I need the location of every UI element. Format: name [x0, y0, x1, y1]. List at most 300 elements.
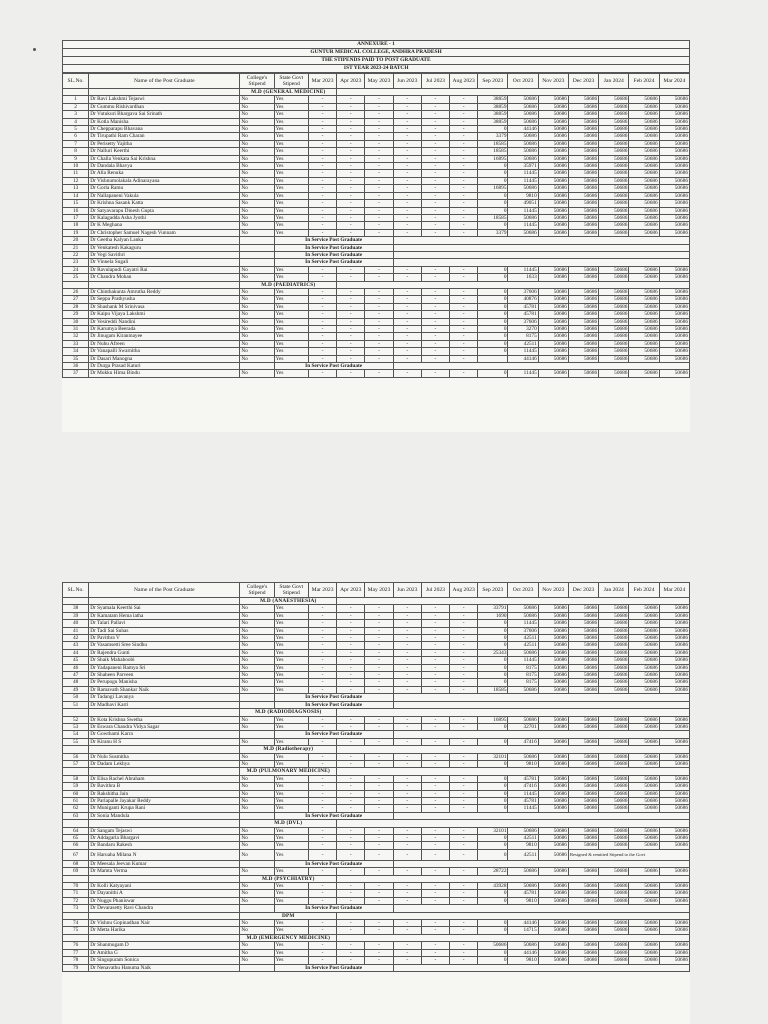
month-value-dash: -: [365, 723, 393, 730]
table-row: [63, 627, 690, 634]
column-header: May 2023: [365, 74, 393, 89]
pg-name: Dr Vutukuri Bhargava Sai Srinath: [89, 111, 240, 118]
college-stipend: No: [240, 612, 274, 619]
sep-2023-value: 0: [478, 890, 508, 897]
month-value-dash: -: [365, 185, 393, 192]
month-value-dash: -: [450, 790, 478, 797]
nov-2023-value: 50686: [538, 827, 568, 834]
dec-2023-value: 50686: [568, 868, 598, 875]
column-header: Feb 2024: [629, 74, 659, 89]
blank-cell: [393, 731, 689, 738]
serial-number: 12: [63, 177, 89, 184]
table-row: [63, 229, 690, 236]
month-value-dash: -: [308, 200, 336, 207]
college-stipend: No: [240, 949, 274, 956]
sep-2023-value: 0: [478, 326, 508, 333]
month-value-dash: -: [308, 827, 336, 834]
month-value-dash: -: [337, 155, 365, 162]
blank-cell: [337, 746, 690, 753]
sep-2023-value: 1690: [478, 612, 508, 619]
month-value-dash: -: [393, 649, 421, 656]
state-govt-stipend: Yes: [274, 148, 308, 155]
blank-cell: [240, 860, 274, 867]
mar-2024-value: 50686: [659, 760, 689, 767]
month-value-dash: -: [308, 207, 336, 214]
dec-2023-value: 50686: [568, 890, 598, 897]
sep-2023-value: 0: [478, 897, 508, 904]
serial-number: 72: [63, 897, 89, 904]
table-row: [63, 288, 690, 295]
table-row: [63, 805, 690, 812]
state-govt-stipend: Yes: [274, 103, 308, 110]
mar-2024-value: 50686: [659, 163, 689, 170]
serial-number: 61: [63, 797, 89, 804]
feb-2024-value: 50686: [629, 627, 659, 634]
mar-2024-value: 50686: [659, 897, 689, 904]
mar-2024-value: 50686: [659, 890, 689, 897]
serial-number: 26: [63, 288, 89, 295]
college-stipend: No: [240, 185, 274, 192]
month-value-dash: -: [421, 738, 449, 745]
jan-2024-value: 50686: [599, 897, 629, 904]
month-value-dash: -: [308, 620, 336, 627]
feb-2024-value: 50686: [629, 883, 659, 890]
mar-2024-value: 50686: [659, 192, 689, 199]
month-value-dash: -: [450, 207, 478, 214]
feb-2024-value: 50686: [629, 957, 659, 964]
scan-speck: [33, 48, 36, 51]
section-title: M.D (PAEDIATRICS): [240, 281, 337, 288]
table-row: [63, 649, 690, 656]
serial-number: 36: [63, 363, 89, 370]
month-value-dash: -: [421, 318, 449, 325]
month-value-dash: -: [337, 849, 365, 860]
dec-2023-value: 50686: [568, 790, 598, 797]
state-govt-stipend: Yes: [274, 790, 308, 797]
oct-2023-value: 32701: [508, 723, 538, 730]
nov-2023-value: 50686: [538, 148, 568, 155]
month-value-dash: -: [365, 111, 393, 118]
mar-2024-value: 50686: [659, 170, 689, 177]
jan-2024-value: 50686: [599, 170, 629, 177]
blank-cell: [393, 259, 689, 266]
month-value-dash: -: [450, 897, 478, 904]
table-row: [63, 949, 690, 956]
oct-2023-value: 44146: [508, 126, 538, 133]
month-value-dash: -: [450, 177, 478, 184]
jan-2024-value: 50686: [599, 868, 629, 875]
table-row: [63, 701, 690, 708]
pg-name: Dr Gorla Ramu: [89, 185, 240, 192]
column-header: Sep 2023: [478, 583, 508, 598]
college-stipend: No: [240, 627, 274, 634]
month-value-dash: -: [365, 126, 393, 133]
month-value-dash: -: [450, 657, 478, 664]
serial-number: 71: [63, 890, 89, 897]
blank-cell: [240, 251, 274, 258]
state-govt-stipend: Yes: [274, 163, 308, 170]
nov-2023-value: 50686: [538, 738, 568, 745]
month-value-dash: -: [337, 103, 365, 110]
month-value-dash: -: [365, 942, 393, 949]
dec-2023-value: 50686: [568, 949, 598, 956]
column-header: May 2023: [365, 583, 393, 598]
pg-name: Dr Rajendra Gunti: [89, 649, 240, 656]
month-value-dash: -: [421, 868, 449, 875]
pg-name: Dr Ramavath Shankar Naik: [89, 686, 240, 693]
nov-2023-value: 50686: [538, 897, 568, 904]
dec-2023-value: 50686: [568, 266, 598, 273]
college-stipend: No: [240, 642, 274, 649]
feb-2024-value: 50686: [629, 635, 659, 642]
month-value-dash: -: [393, 835, 421, 842]
section-heading-row: [63, 875, 690, 882]
serial-number: 55: [63, 738, 89, 745]
month-value-dash: -: [337, 177, 365, 184]
month-value-dash: -: [393, 842, 421, 849]
month-value-dash: -: [337, 716, 365, 723]
blank-cell: [393, 905, 689, 912]
feb-2024-value: 50686: [629, 118, 659, 125]
month-value-dash: -: [393, 738, 421, 745]
sep-2023-value: 0: [478, 333, 508, 340]
college-stipend: No: [240, 296, 274, 303]
nov-2023-value: 50686: [538, 103, 568, 110]
college-stipend: No: [240, 111, 274, 118]
column-header: College's Stipend: [240, 74, 274, 89]
feb-2024-value: 50686: [629, 642, 659, 649]
mar-2024-value: 50686: [659, 333, 689, 340]
month-value-dash: -: [421, 288, 449, 295]
month-value-dash: -: [450, 118, 478, 125]
college-stipend: No: [240, 657, 274, 664]
oct-2023-value: 40876: [508, 296, 538, 303]
serial-number: 51: [63, 701, 89, 708]
jan-2024-value: 50686: [599, 686, 629, 693]
jan-2024-value: 50686: [599, 274, 629, 281]
dec-2023-value: 50686: [568, 296, 598, 303]
jan-2024-value: 50686: [599, 679, 629, 686]
blank-cell: [240, 731, 274, 738]
month-value-dash: -: [337, 140, 365, 147]
oct-2023-value: 11445: [508, 620, 538, 627]
page-one: [62, 40, 690, 432]
column-header: Nov 2023: [538, 583, 568, 598]
feb-2024-value: 50686: [629, 842, 659, 849]
blank-cell: [393, 237, 689, 244]
dec-2023-value: 50686: [568, 200, 598, 207]
pg-name: Dr Nulu Susmitha: [89, 753, 240, 760]
month-value-dash: -: [308, 942, 336, 949]
state-govt-stipend: Yes: [274, 890, 308, 897]
mar-2024-value: 50686: [659, 229, 689, 236]
table-row: [63, 694, 690, 701]
month-value-dash: -: [393, 214, 421, 221]
oct-2023-value: 50686: [508, 155, 538, 162]
nov-2023-value: 50686: [538, 620, 568, 627]
month-value-dash: -: [450, 620, 478, 627]
feb-2024-value: 50686: [629, 760, 659, 767]
month-value-dash: -: [365, 140, 393, 147]
month-value-dash: -: [337, 957, 365, 964]
pg-name: Dr Gowthami Karra: [89, 731, 240, 738]
sep-2023-value: 0: [478, 635, 508, 642]
dec-2023-value: 50686: [568, 222, 598, 229]
blank-cell: [393, 860, 689, 867]
mar-2024-value: 50686: [659, 288, 689, 295]
oct-2023-value: 50686: [508, 868, 538, 875]
dec-2023-value: 50686: [568, 170, 598, 177]
sep-2023-value: 32101: [478, 753, 508, 760]
blank-cell: [89, 598, 240, 605]
jan-2024-value: 50686: [599, 672, 629, 679]
feb-2024-value: 50686: [629, 185, 659, 192]
month-value-dash: -: [393, 118, 421, 125]
month-value-dash: -: [365, 200, 393, 207]
section-heading-row: [63, 912, 690, 919]
dec-2023-value: 50686: [568, 111, 598, 118]
month-value-dash: -: [308, 797, 336, 804]
pg-name: Dr Vishnumolakala Adinarayana: [89, 177, 240, 184]
jan-2024-value: 50686: [599, 326, 629, 333]
month-value-dash: -: [393, 340, 421, 347]
month-value-dash: -: [337, 126, 365, 133]
blank-cell: [337, 820, 690, 827]
section-heading-row: [63, 709, 690, 716]
state-govt-stipend: Yes: [274, 274, 308, 281]
serial-number: 22: [63, 251, 89, 258]
feb-2024-value: 50686: [629, 177, 659, 184]
nov-2023-value: 50686: [538, 355, 568, 362]
pg-name: Dr Ravulapudi Gayatri Rai: [89, 266, 240, 273]
annexure-label: ANNEXURE - 1: [357, 41, 395, 47]
blank-cell: [337, 875, 690, 882]
mar-2024-value: 50686: [659, 111, 689, 118]
college-stipend: No: [240, 723, 274, 730]
serial-number: 50: [63, 694, 89, 701]
state-govt-stipend: Yes: [274, 627, 308, 634]
dec-2023-value: 50686: [568, 229, 598, 236]
mar-2024-value: 50686: [659, 118, 689, 125]
nov-2023-value: 50686: [538, 679, 568, 686]
month-value-dash: -: [393, 266, 421, 273]
column-header: Name of the Post Graduate: [89, 583, 240, 598]
month-value-dash: -: [421, 370, 449, 377]
month-value-dash: -: [365, 214, 393, 221]
month-value-dash: -: [421, 118, 449, 125]
college-stipend: No: [240, 311, 274, 318]
pg-name: Dr Kalagadda Asha Jyothi: [89, 214, 240, 221]
serial-number: 43: [63, 642, 89, 649]
serial-number: 24: [63, 266, 89, 273]
month-value-dash: -: [337, 148, 365, 155]
dec-2023-value: 50686: [568, 96, 598, 103]
dec-2023-value: 50686: [568, 103, 598, 110]
nov-2023-value: 50686: [538, 185, 568, 192]
mar-2024-value: 50686: [659, 340, 689, 347]
column-header: SL.No.: [63, 74, 89, 89]
blank-cell: [63, 598, 89, 605]
oct-2023-value: 45781: [508, 775, 538, 782]
month-value-dash: -: [421, 642, 449, 649]
table-row: [63, 318, 690, 325]
serial-number: 65: [63, 835, 89, 842]
column-header: Feb 2024: [629, 583, 659, 598]
feb-2024-value: 50686: [629, 835, 659, 842]
state-govt-stipend: Yes: [274, 664, 308, 671]
mar-2024-value: 50686: [659, 664, 689, 671]
serial-number: 76: [63, 942, 89, 949]
blank-cell: [63, 89, 89, 96]
dec-2023-value: 50686: [568, 942, 598, 949]
jan-2024-value: 50686: [599, 288, 629, 295]
sep-2023-value: 0: [478, 318, 508, 325]
month-value-dash: -: [308, 783, 336, 790]
feb-2024-value: 50686: [629, 340, 659, 347]
serial-number: 63: [63, 812, 89, 819]
mar-2024-value: 50686: [659, 868, 689, 875]
month-value-dash: -: [337, 340, 365, 347]
dec-2023-value: 50686: [568, 274, 598, 281]
mar-2024-value: 50686: [659, 920, 689, 927]
state-govt-stipend: Yes: [274, 355, 308, 362]
month-value-dash: -: [365, 177, 393, 184]
jan-2024-value: 50686: [599, 657, 629, 664]
month-value-dash: -: [308, 103, 336, 110]
table-row: [63, 612, 690, 619]
feb-2024-value: 50686: [629, 664, 659, 671]
month-value-dash: -: [337, 192, 365, 199]
month-value-dash: -: [337, 760, 365, 767]
sep-2023-value: 0: [478, 200, 508, 207]
column-header: Oct 2023: [508, 74, 538, 89]
state-govt-stipend: Yes: [274, 96, 308, 103]
pg-name: Dr Tirupathi Ram Charan: [89, 133, 240, 140]
month-value-dash: -: [393, 170, 421, 177]
month-value-dash: -: [421, 657, 449, 664]
feb-2024-value: 50686: [629, 827, 659, 834]
jan-2024-value: 50686: [599, 797, 629, 804]
serial-number: 79: [63, 964, 89, 971]
oct-2023-value: 11445: [508, 170, 538, 177]
mar-2024-value: 50686: [659, 370, 689, 377]
dec-2023-value: 50686: [568, 957, 598, 964]
month-value-dash: -: [421, 126, 449, 133]
month-value-dash: -: [421, 207, 449, 214]
oct-2023-value: 14715: [508, 927, 538, 934]
table-row: [63, 686, 690, 693]
pg-name: Dr Gummu Rishivardhan: [89, 103, 240, 110]
oct-2023-value: 50686: [508, 649, 538, 656]
jan-2024-value: 50686: [599, 126, 629, 133]
state-govt-stipend: Yes: [274, 868, 308, 875]
month-value-dash: -: [421, 664, 449, 671]
month-value-dash: -: [421, 679, 449, 686]
oct-2023-value: 11445: [508, 222, 538, 229]
jan-2024-value: 50686: [599, 753, 629, 760]
month-value-dash: -: [308, 266, 336, 273]
college-stipend: No: [240, 842, 274, 849]
jan-2024-value: 50686: [599, 266, 629, 273]
college-stipend: No: [240, 716, 274, 723]
jan-2024-value: 50686: [599, 348, 629, 355]
serial-number: 35: [63, 355, 89, 362]
nov-2023-value: 50686: [538, 842, 568, 849]
oct-2023-value: 37606: [508, 627, 538, 634]
sep-2023-value: 16895: [478, 716, 508, 723]
oct-2023-value: 42511: [508, 635, 538, 642]
month-value-dash: -: [308, 192, 336, 199]
month-value-dash: -: [450, 783, 478, 790]
mar-2024-value: 50686: [659, 716, 689, 723]
month-value-dash: -: [393, 192, 421, 199]
month-value-dash: -: [450, 642, 478, 649]
table-header-row: [63, 74, 690, 89]
jan-2024-value: 50686: [599, 192, 629, 199]
month-value-dash: -: [450, 288, 478, 295]
month-value-dash: -: [337, 775, 365, 782]
state-govt-stipend: Yes: [274, 605, 308, 612]
serial-number: 47: [63, 672, 89, 679]
month-value-dash: -: [308, 642, 336, 649]
dec-2023-value: 50686: [568, 620, 598, 627]
college-stipend: No: [240, 326, 274, 333]
mar-2024-value: 50686: [659, 133, 689, 140]
month-value-dash: -: [421, 200, 449, 207]
dec-2023-value: 50686: [568, 148, 598, 155]
month-value-dash: -: [450, 370, 478, 377]
month-value-dash: -: [365, 664, 393, 671]
jan-2024-value: 50686: [599, 103, 629, 110]
sep-2023-value: 0: [478, 370, 508, 377]
table-row: [63, 222, 690, 229]
month-value-dash: -: [421, 620, 449, 627]
table-row: [63, 259, 690, 266]
mar-2024-value: 50686: [659, 326, 689, 333]
month-value-dash: -: [393, 333, 421, 340]
month-value-dash: -: [421, 214, 449, 221]
state-govt-stipend: Yes: [274, 111, 308, 118]
college-stipend: No: [240, 355, 274, 362]
month-value-dash: -: [450, 229, 478, 236]
month-value-dash: -: [421, 927, 449, 934]
college-stipend: No: [240, 348, 274, 355]
month-value-dash: -: [308, 133, 336, 140]
nov-2023-value: 50686: [538, 642, 568, 649]
month-value-dash: -: [393, 355, 421, 362]
table-row: [63, 716, 690, 723]
month-value-dash: -: [450, 753, 478, 760]
state-govt-stipend: Yes: [274, 126, 308, 133]
blank-cell: [63, 746, 89, 753]
month-value-dash: -: [337, 635, 365, 642]
month-value-dash: -: [450, 274, 478, 281]
blank-cell: [89, 709, 240, 716]
table-row: [63, 148, 690, 155]
sep-2023-value: 18585: [478, 140, 508, 147]
blank-cell: [240, 694, 274, 701]
jan-2024-value: 50686: [599, 783, 629, 790]
jan-2024-value: 50686: [599, 214, 629, 221]
month-value-dash: -: [365, 133, 393, 140]
month-value-dash: -: [337, 222, 365, 229]
month-value-dash: -: [393, 920, 421, 927]
pg-name: Dr Amitha G: [89, 949, 240, 956]
month-value-dash: -: [365, 627, 393, 634]
dec-2023-value: 50686: [568, 318, 598, 325]
state-govt-stipend: Yes: [274, 192, 308, 199]
state-govt-stipend: Yes: [274, 679, 308, 686]
